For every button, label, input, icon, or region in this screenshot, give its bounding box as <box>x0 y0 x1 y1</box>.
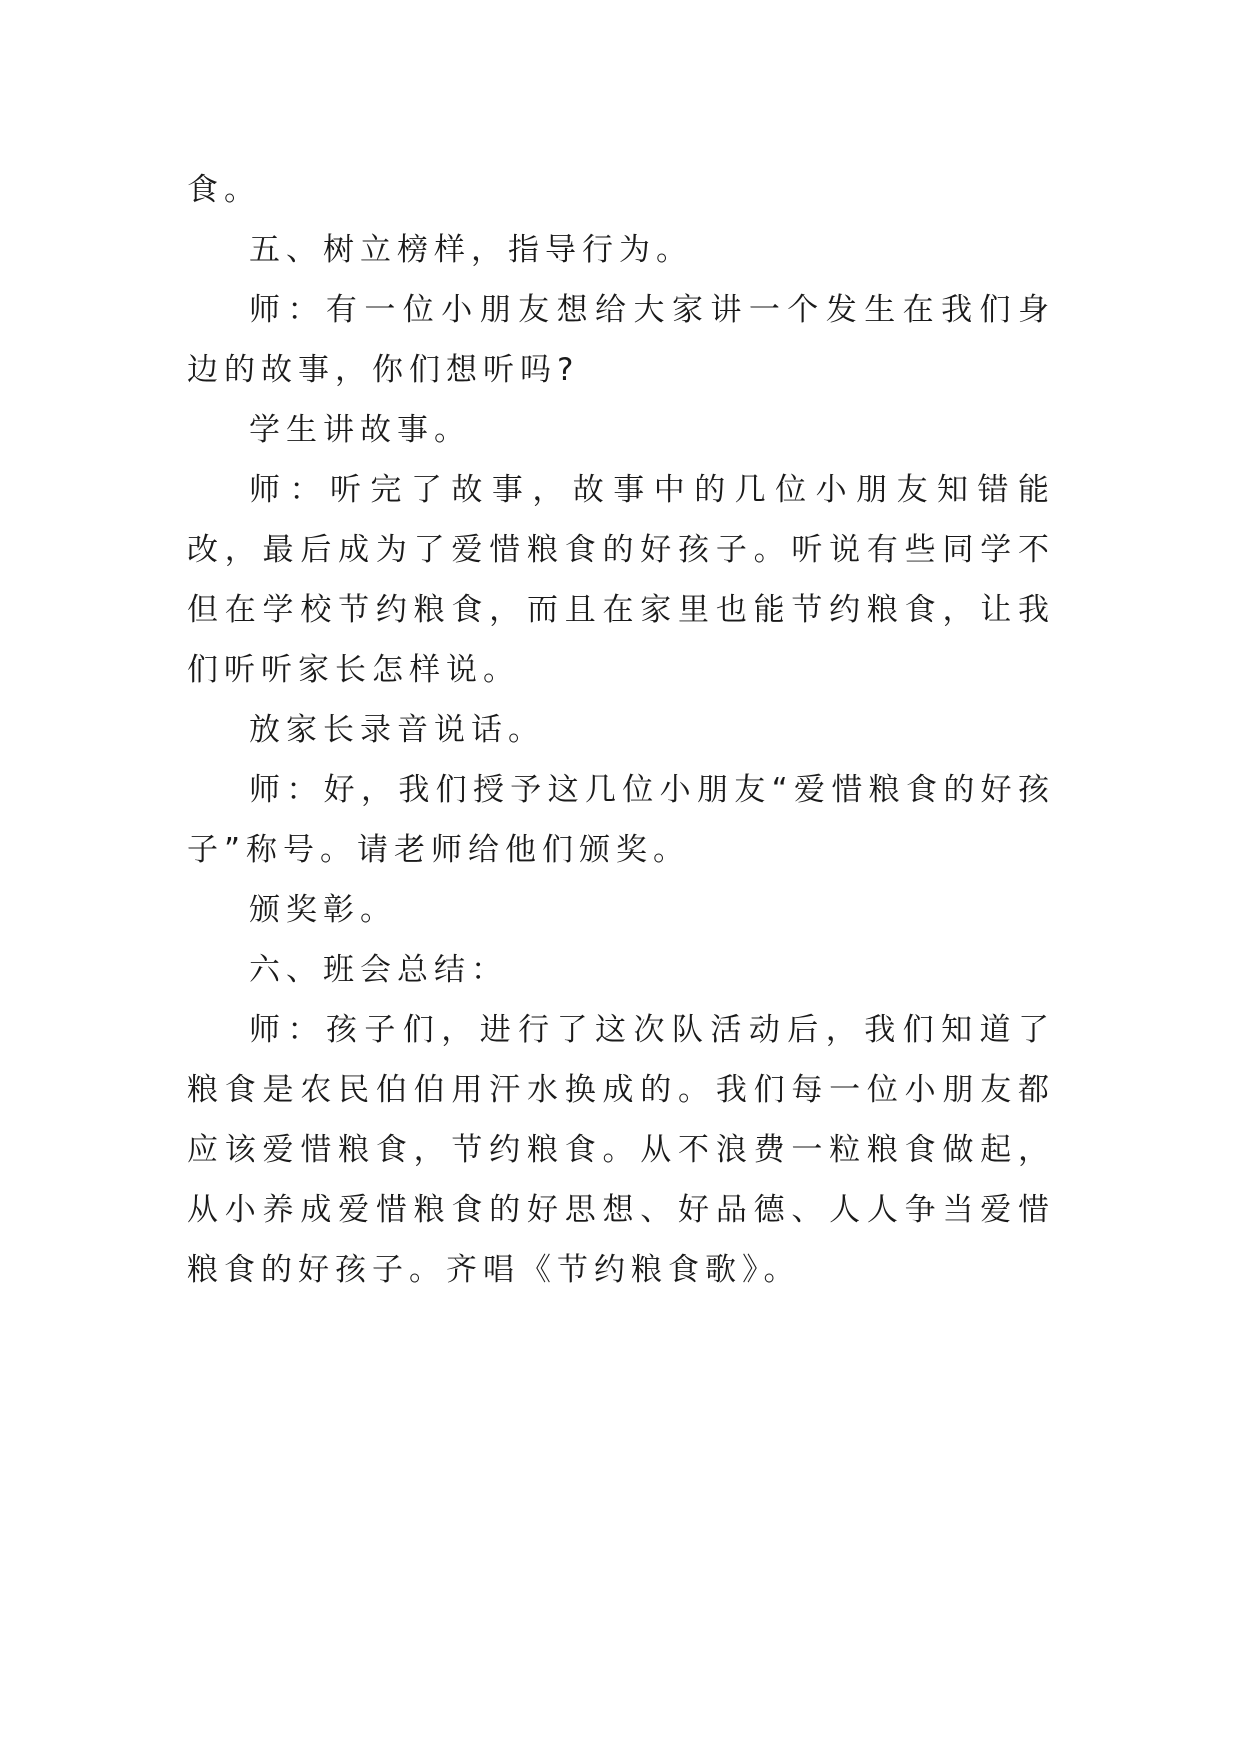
activity-note: 颁奖彰。 <box>249 892 397 928</box>
section-heading-five: 五、树立榜样，指导行为。 <box>249 232 693 268</box>
teacher-paragraph: 师：好，我们授予这几位小朋友“爱惜粮食的好孩子”称号。请老师给他们颁奖。 <box>187 772 1055 868</box>
student-activity: 学生讲故事。 <box>249 412 471 448</box>
section-heading-six: 六、班会总结： <box>249 952 508 988</box>
paragraph-continuation: 食。 <box>187 172 261 208</box>
teacher-summary-paragraph: 师：孩子们，进行了这次队活动后，我们知道了粮食是农民伯伯用汗水换成的。我们每一位小朋友都应该爱惜粮食，节约粮食。从不浪费一粒粮食做起，从小养成爱惜粮食的好思想、好品德、人人争当爱惜粮食的好孩子。齐唱《节约粮食歌》。 <box>187 1012 1055 1288</box>
teacher-paragraph: 师：有一位小朋友想给大家讲一个发生在我们身边的故事，你们想听吗? <box>187 292 1055 388</box>
document-body <box>187 160 1055 1300</box>
activity-note: 放家长录音说话。 <box>249 712 545 748</box>
teacher-paragraph: 师：听完了故事，故事中的几位小朋友知错能改，最后成为了爱惜粮食的好孩子。听说有些同学不但在学校节约粮食，而且在家里也能节约粮食，让我们听听家长怎样说。 <box>187 472 1055 688</box>
